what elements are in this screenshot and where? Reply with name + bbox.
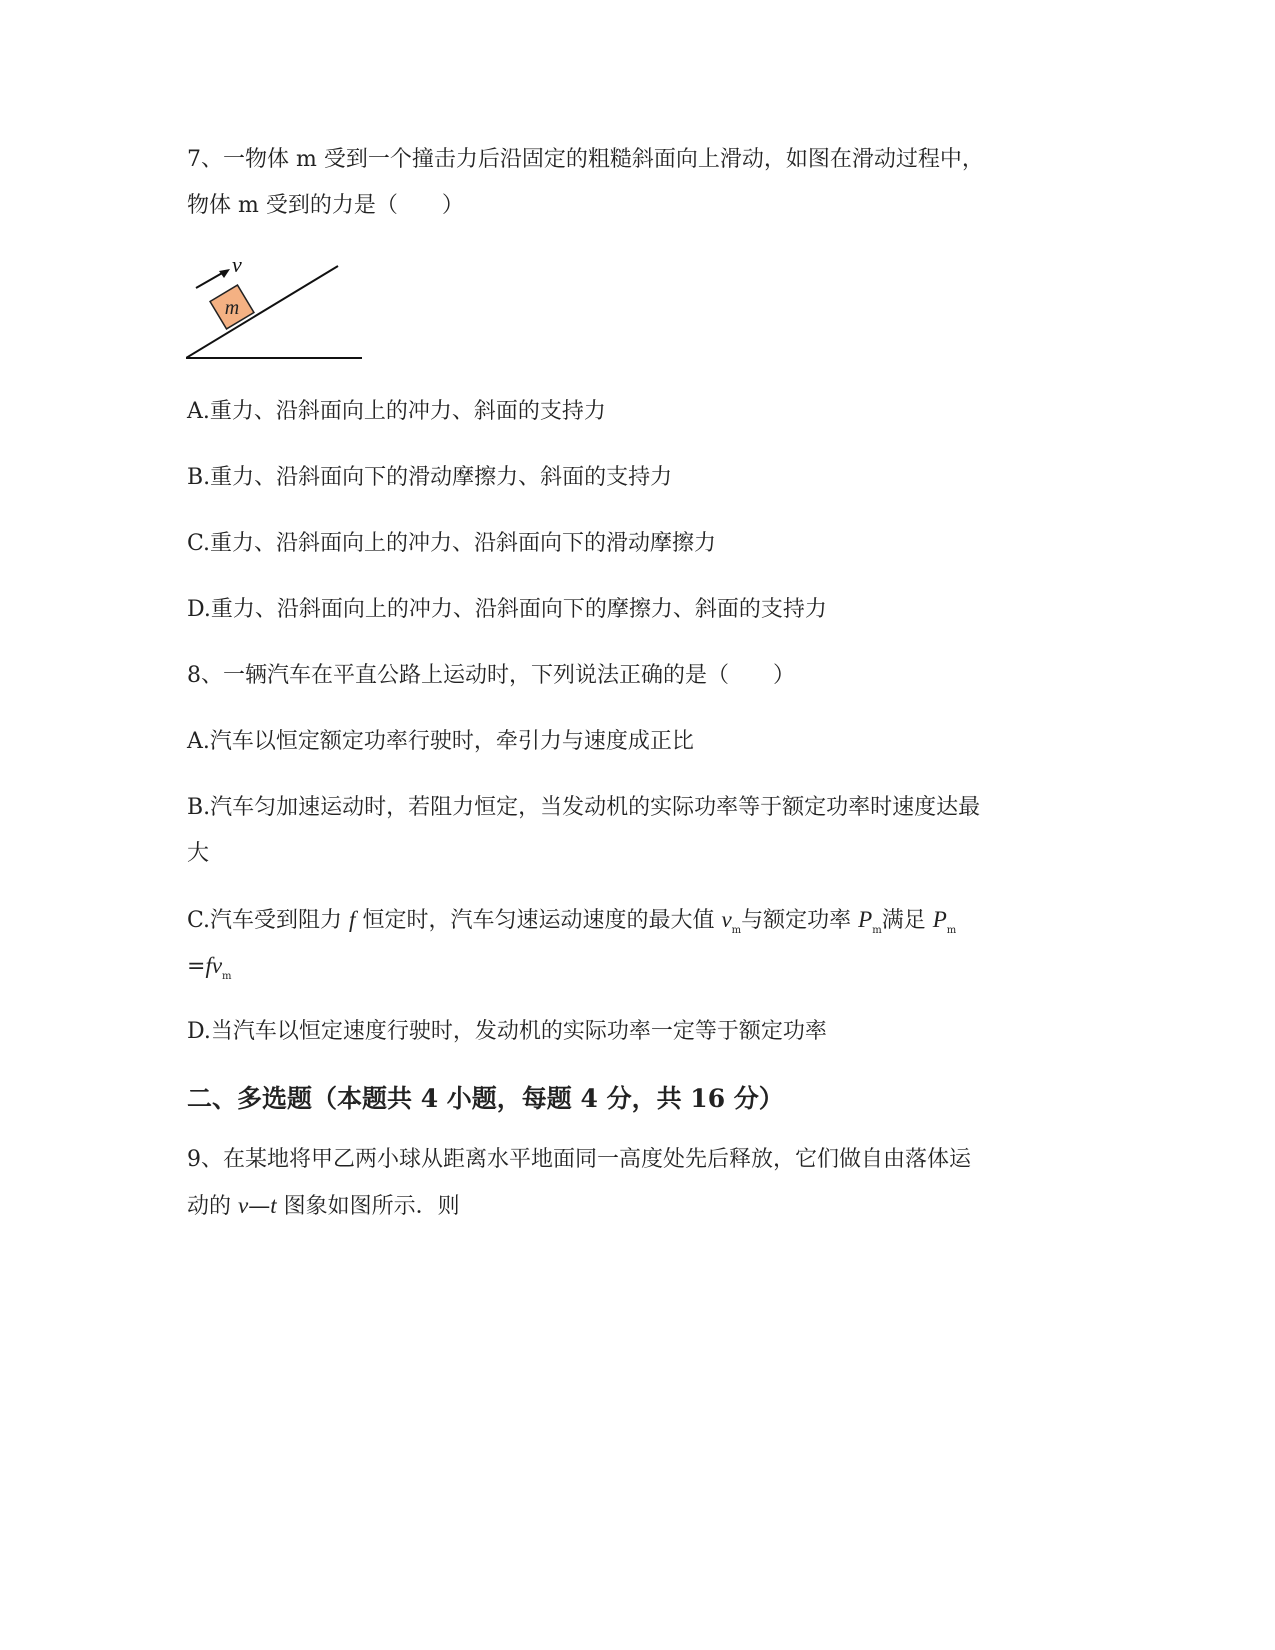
q8-c-v-sub: m: [731, 925, 742, 936]
section-heading: 二、多选题（本题共 4 小题，每题 4 分，共 16 分）: [187, 1084, 784, 1113]
q8-c-text2: 恒定时，汽车匀速运动速度的最大值: [362, 908, 715, 933]
velocity-arrow: [196, 269, 230, 288]
q8-option-b-line1: B.汽车匀加速运动时，若阻力恒定，当发动机的实际功率等于额定功率时速度达最: [187, 795, 981, 820]
q9-t: t: [270, 1193, 277, 1218]
q8-c-p-sub: m: [872, 925, 882, 936]
q8-stem: 8、一辆汽车在平直公路上运动时，下列说法正确的是（ ）: [187, 663, 795, 688]
velocity-label: v: [232, 258, 242, 277]
block-label: m: [224, 297, 240, 319]
q8-c-text4: 满足: [881, 908, 926, 933]
q9-dash: —: [248, 1194, 271, 1219]
incline-figure: [186, 258, 376, 368]
q7-option-c: C.重力、沿斜面向上的冲力、沿斜面向下的滑动摩擦力: [187, 531, 717, 556]
q8-c-fv: fv: [205, 953, 223, 978]
q9-v: v: [238, 1193, 249, 1218]
q8-c-p2: P: [932, 907, 947, 932]
q8-option-c-line2: [187, 952, 232, 991]
q7-option-a: A.重力、沿斜面向上的冲力、斜面的支持力: [187, 399, 606, 424]
q8-c-fv-sub: m: [222, 971, 232, 982]
q8-c-eq: =: [187, 954, 206, 979]
q8-c-v: v: [721, 907, 732, 932]
q7-option-b: B.重力、沿斜面向下的滑动摩擦力、斜面的支持力: [187, 465, 673, 490]
block: [210, 285, 254, 329]
q7-option-d: D.重力、沿斜面向上的冲力、沿斜面向下的摩擦力、斜面的支持力: [187, 597, 827, 622]
q8-option-c-line1: [187, 906, 956, 945]
q8-c-f: f: [349, 907, 356, 932]
q8-c-text1: C.汽车受到阻力: [187, 908, 343, 933]
q8-option-d: D.当汽车以恒定速度行驶时，发动机的实际功率一定等于额定功率: [187, 1019, 827, 1044]
q9-text-a: 动的: [187, 1194, 232, 1219]
q9-text-b: 图象如图所示．则: [283, 1194, 460, 1219]
q8-option-b-line2: 大: [187, 841, 210, 866]
q9-stem-line2: [187, 1192, 460, 1221]
q9-stem-line1: 9、在某地将甲乙两小球从距离水平地面同一高度处先后释放，它们做自由落体运: [187, 1147, 971, 1172]
q7-stem-line2: 物体 m 受到的力是（ ）: [187, 193, 464, 218]
q8-c-text3: 与额定功率: [741, 908, 852, 933]
q8-c-p: P: [858, 907, 873, 932]
q7-stem-line1: 7、一物体 m 受到一个撞击力后沿固定的粗糙斜面向上滑动，如图在滑动过程中，: [187, 147, 984, 172]
q8-c-p2-sub: m: [946, 925, 957, 936]
q8-option-a: A.汽车以恒定额定功率行驶时，牵引力与速度成正比: [187, 729, 694, 754]
